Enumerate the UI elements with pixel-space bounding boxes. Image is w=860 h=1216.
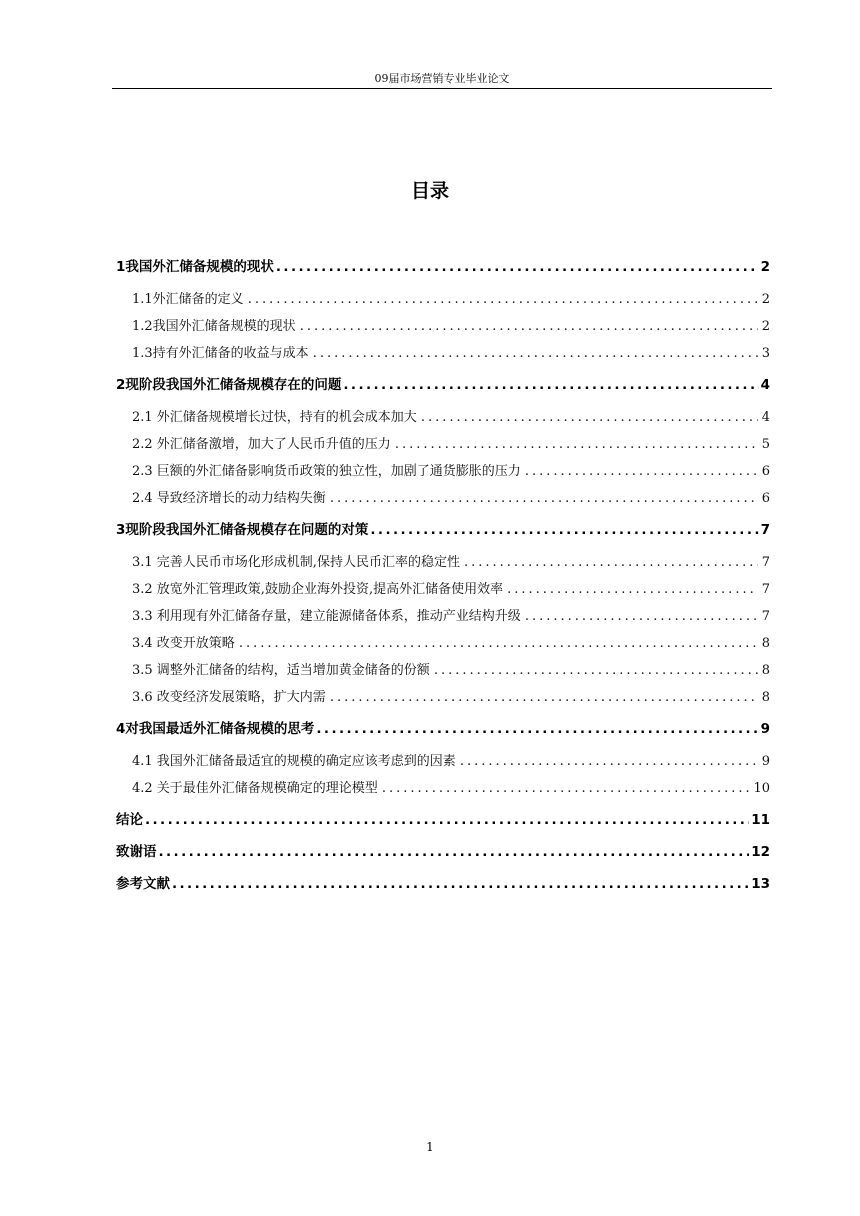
table-of-contents bbox=[116, 254, 770, 898]
toc-leader-dots bbox=[507, 576, 758, 603]
toc-leader-dots bbox=[159, 839, 750, 866]
toc-entry-text: 2.1 外汇储备规模增长过快，持有的机会成本加大 bbox=[132, 410, 417, 425]
toc-leader-dots bbox=[370, 517, 758, 544]
toc-entry[interactable] bbox=[116, 286, 770, 313]
toc-page-number: 11 bbox=[751, 812, 770, 828]
toc-page-number: 2 bbox=[760, 259, 770, 275]
toc-entry-text: 3.5 调整外汇储备的结构，适当增加黄金储备的份额 bbox=[132, 663, 430, 678]
page-title: 目录 bbox=[410, 180, 449, 202]
toc-entry-text: 4.2 关于最佳外汇储备规模确定的理论模型 bbox=[132, 781, 378, 796]
toc-page-number: 9 bbox=[760, 721, 770, 737]
toc-page-number: 3 bbox=[761, 346, 770, 361]
toc-leader-dots bbox=[330, 485, 758, 512]
toc-leader-dots bbox=[330, 684, 758, 711]
toc-page-number: 7 bbox=[761, 609, 770, 624]
toc-entry-text: 1我国外汇储备规模的现状 bbox=[116, 259, 274, 275]
toc-entry[interactable] bbox=[116, 775, 770, 802]
toc-entry-text: 2现阶段我国外汇储备规模存在的问题 bbox=[116, 377, 342, 393]
toc-page-number: 9 bbox=[761, 754, 770, 769]
toc-entry[interactable] bbox=[116, 549, 770, 576]
toc-entry[interactable] bbox=[116, 871, 770, 898]
header-rule bbox=[112, 88, 772, 89]
running-header: 09届市场营销专业毕业论文 bbox=[374, 72, 510, 85]
toc-leader-dots bbox=[313, 340, 758, 367]
toc-leader-dots bbox=[434, 657, 758, 684]
toc-leader-dots bbox=[460, 748, 758, 775]
toc-entry-text: 1.2我国外汇储备规模的现状 bbox=[132, 319, 296, 334]
toc-entry-text: 3.6 改变经济发展策略，扩大内需 bbox=[132, 690, 326, 705]
toc-entry[interactable] bbox=[116, 630, 770, 657]
toc-leader-dots bbox=[382, 775, 750, 802]
toc-page-number: 7 bbox=[760, 522, 770, 538]
toc-entry[interactable] bbox=[116, 458, 770, 485]
toc-page-number: 12 bbox=[751, 844, 770, 860]
toc-entry[interactable] bbox=[116, 839, 770, 866]
toc-entry-text: 3.3 利用现有外汇储备存量，建立能源储备体系，推动产业结构升级 bbox=[132, 609, 521, 624]
toc-leader-dots bbox=[276, 254, 759, 281]
toc-entry[interactable] bbox=[116, 716, 770, 743]
toc-entry[interactable] bbox=[116, 431, 770, 458]
toc-entry[interactable] bbox=[116, 657, 770, 684]
toc-entry[interactable] bbox=[116, 807, 770, 834]
toc-page-number: 8 bbox=[761, 636, 770, 651]
toc-entry-text: 4对我国最适外汇储备规模的思考 bbox=[116, 721, 315, 737]
toc-page-number: 7 bbox=[761, 582, 770, 597]
toc-leader-dots bbox=[464, 549, 758, 576]
toc-page-number: 5 bbox=[761, 437, 770, 452]
toc-entry-text: 1.1外汇储备的定义 bbox=[132, 292, 244, 307]
toc-entry[interactable] bbox=[116, 254, 770, 281]
toc-entry-text: 1.3持有外汇储备的收益与成本 bbox=[132, 346, 309, 361]
toc-entry[interactable] bbox=[116, 517, 770, 544]
toc-entry-text: 3.1 完善人民币市场化形成机制,保持人民币汇率的稳定性 bbox=[132, 555, 460, 570]
toc-page-number: 6 bbox=[761, 491, 770, 506]
toc-leader-dots bbox=[172, 871, 749, 898]
toc-leader-dots bbox=[145, 807, 749, 834]
toc-page-number: 4 bbox=[760, 377, 770, 393]
toc-page-number: 8 bbox=[761, 690, 770, 705]
toc-entry-text: 2.2 外汇储备激增，加大了人民币升值的压力 bbox=[132, 437, 391, 452]
page-number: 1 bbox=[426, 1140, 434, 1154]
toc-entry-text: 参考文献 bbox=[116, 876, 170, 892]
toc-entry[interactable] bbox=[116, 684, 770, 711]
toc-entry-text: 3现阶段我国外汇储备规模存在问题的对策 bbox=[116, 522, 369, 538]
toc-page-number: 6 bbox=[761, 464, 770, 479]
toc-entry-text: 2.4 导致经济增长的动力结构失衡 bbox=[132, 491, 326, 506]
toc-page-number: 7 bbox=[761, 555, 770, 570]
toc-page-number: 4 bbox=[761, 410, 770, 425]
toc-entry[interactable] bbox=[116, 372, 770, 399]
toc-page-number: 2 bbox=[761, 292, 770, 307]
toc-leader-dots bbox=[316, 716, 758, 743]
toc-entry[interactable] bbox=[116, 340, 770, 367]
toc-entry-text: 4.1 我国外汇储备最适宜的规模的确定应该考虑到的因素 bbox=[132, 754, 456, 769]
toc-entry[interactable] bbox=[116, 603, 770, 630]
toc-leader-dots bbox=[421, 404, 758, 431]
toc-leader-dots bbox=[395, 431, 758, 458]
toc-leader-dots bbox=[525, 603, 758, 630]
toc-page-number: 13 bbox=[751, 876, 770, 892]
toc-entry[interactable] bbox=[116, 485, 770, 512]
toc-leader-dots bbox=[343, 372, 758, 399]
toc-page-number: 8 bbox=[761, 663, 770, 678]
toc-leader-dots bbox=[525, 458, 758, 485]
toc-entry[interactable] bbox=[116, 576, 770, 603]
toc-entry-text: 3.2 放宽外汇管理政策,鼓励企业海外投资,提高外汇储备使用效率 bbox=[132, 582, 504, 597]
toc-entry[interactable] bbox=[116, 748, 770, 775]
toc-page-number: 10 bbox=[753, 781, 770, 796]
toc-leader-dots bbox=[248, 286, 758, 313]
toc-entry-text: 结论 bbox=[116, 812, 143, 828]
toc-entry[interactable] bbox=[116, 404, 770, 431]
toc-page-number: 2 bbox=[761, 319, 770, 334]
toc-entry-text: 3.4 改变开放策略 bbox=[132, 636, 235, 651]
toc-leader-dots bbox=[300, 313, 758, 340]
toc-entry-text: 2.3 巨额的外汇储备影响货币政策的独立性，加剧了通货膨胀的压力 bbox=[132, 464, 521, 479]
toc-leader-dots bbox=[239, 630, 758, 657]
toc-entry-text: 致谢语 bbox=[116, 844, 157, 860]
toc-entry[interactable] bbox=[116, 313, 770, 340]
